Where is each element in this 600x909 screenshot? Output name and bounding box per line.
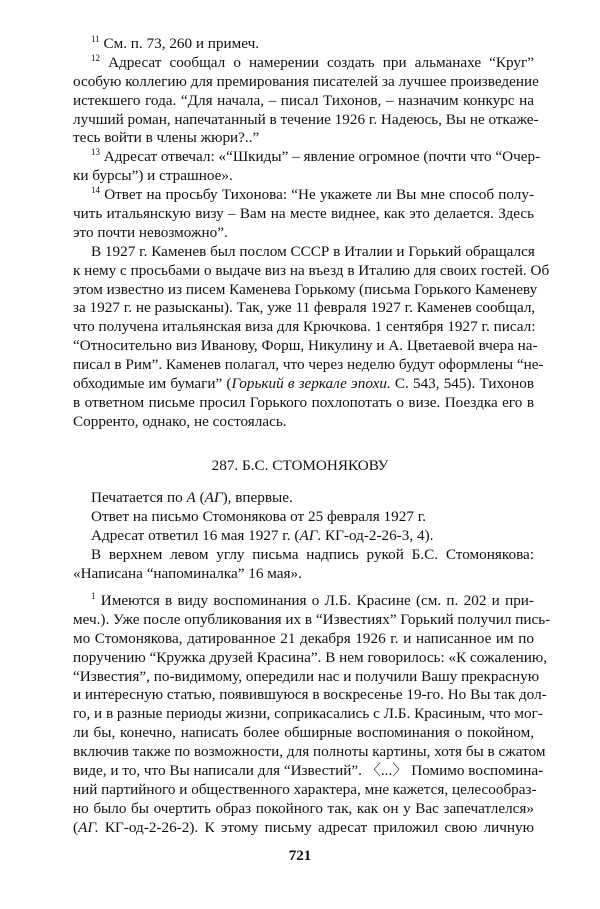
text-line: что получена итальянская виза для Крючкова. 1 сентября 1927 г. писал:: [73, 318, 536, 336]
text-line: к нему с просьбами о выдаче виз на въезд в Италию для своих гостей. Об: [73, 261, 550, 279]
footnote-mark: 12: [91, 52, 100, 63]
text-line: «Написана “напоминалка” 16 мая».: [73, 564, 302, 582]
text-line: писал в Рим”. Каменев полагал, что через неделю будут оформлены “не-: [73, 356, 544, 374]
text-line: в ответном письме просил Горького похлопотать о визе. Поездка его в: [73, 393, 534, 411]
text-line: обходимые им бумаги” (Горький в зеркале эпохи. С. 543, 545). Тихонов: [73, 375, 535, 393]
text-line: ний партийного и общественного характера, мне кажется, целесообраз-: [73, 780, 537, 798]
text-line: го, и в разные периоды жизни, соприкасались с Л.Б. Красиным, что мог-: [73, 705, 543, 723]
notes-bottom: [73, 591, 551, 838]
text-line: виде, и то, что Вы написали для “Известий”. 〈...〉 Помимо воспомина-: [73, 762, 544, 780]
text-line: “Известия”, по-видимому, опередили нас и получили Вашу прекрасную: [73, 667, 540, 685]
paragraph: [73, 591, 551, 838]
text-line: $^{14}$ Ответ на просьбу Тихонова: “Не укажете ли Вы мне способ полу-: [91, 185, 534, 204]
text-line: поручению “Кружка друзей Красина”. В нем говорилось: «К сожалению,: [73, 648, 548, 666]
paragraph: [73, 242, 550, 432]
text-line: $^1$ Имеются в виду воспоминания о Л.Б. Красине (см. п. 202 и при-: [91, 591, 534, 609]
text-line: включив также по возможности, для полноты картины, хотя бы в сжатом: [73, 743, 546, 761]
paragraph: [73, 546, 534, 584]
paragraph: [73, 508, 534, 527]
text-line: Ответ на письмо Стомонякова от 25 февраля 1927 г.: [91, 507, 427, 525]
text-line: особую коллегию для премирования писателей за лучшее произведение: [73, 72, 539, 90]
text-line: этом известно из писем Каменева Горькому (письма Горького Каменеву: [73, 280, 538, 298]
notes-top: [73, 34, 550, 432]
paragraph: [73, 35, 534, 54]
footnote-mark: 14: [91, 185, 100, 196]
paragraph: [73, 489, 534, 508]
footnote-mark: 1: [91, 591, 96, 601]
footnote-mark: 11: [91, 34, 100, 44]
section-heading: 287. Б.С. СТОМОНЯКОВУ: [211, 457, 389, 474]
intro-paragraphs: [73, 489, 534, 583]
text-line: $^{11}$ См. п. 73, 260 и примеч.: [91, 34, 260, 52]
text-line: и интересную статью, появившуюся в воскресенье 19-го. Но Вы так дол-: [73, 686, 547, 704]
text-line: Сорренто, однако, не состоялась.: [73, 412, 287, 430]
text-line: за 1927 г. не разысканы). Так, уже 11 февраля 1927 г. Каменев сообщал,: [73, 299, 536, 317]
text-line: истекшего года. “Для начала, – писал Тихонов, – назначим конкурс на: [73, 91, 534, 109]
text-line: $^{13}$ Адресат отвечал: «“Шкиды” – явление огромное (почти что “Очер-: [91, 147, 541, 166]
text-line: $^{12}$ Адресат сообщал о намерении создать при альманахе “Круг”: [91, 52, 534, 71]
text-line: чить итальянскую визу – Вам на месте виднее, как это делается. Здесь: [73, 205, 534, 223]
paragraph: [73, 147, 541, 186]
text-line: (АГ. КГ-од-2-26-2). К этому письму адресат приложил свою личную: [73, 818, 534, 836]
text-line: Печатается по А (АГ), впервые.: [91, 489, 293, 506]
paragraph: [73, 186, 534, 243]
paragraph: [73, 527, 534, 546]
text-line: мо Стомонякова, датированное 21 декабря 1926 г. и написанное им по: [73, 629, 534, 647]
footnote-mark: 13: [91, 147, 100, 158]
paragraph: [73, 52, 539, 148]
text-line: тесь войти в члены жюри?..”: [73, 129, 260, 147]
text-line: В верхнем левом углу письма надпись рукой Б.С. Стомонякова:: [91, 545, 534, 563]
text-line: В 1927 г. Каменев был послом СССР в Италии и Горький обращался: [91, 242, 535, 260]
text-line: “Относительно виз Иванову, Форш, Никулину и А. Цветаевой вчера на-: [73, 337, 538, 355]
text-line: лучший роман, напечатанный в течение 1926 г. Надеюсь, Вы не откаже-: [73, 110, 539, 128]
text-line: ки бурсы”) и страшное».: [73, 167, 233, 185]
page-number: 721: [288, 848, 312, 864]
text-line: это почти невозможно”.: [73, 223, 228, 241]
text-line: Адресат ответил 16 мая 1927 г. (АГ. КГ-од-2-26-3, 4).: [91, 526, 434, 544]
text-line: ли бы, конечно, написать более обширные воспоминания о покойном,: [73, 724, 534, 742]
text-line: меч.). Уже после опубликования их в “Известиях” Горький получил пись-: [73, 610, 551, 628]
text-line: но было бы очертить образ покойного так, как он у Вас запечатлелся»: [73, 799, 534, 817]
